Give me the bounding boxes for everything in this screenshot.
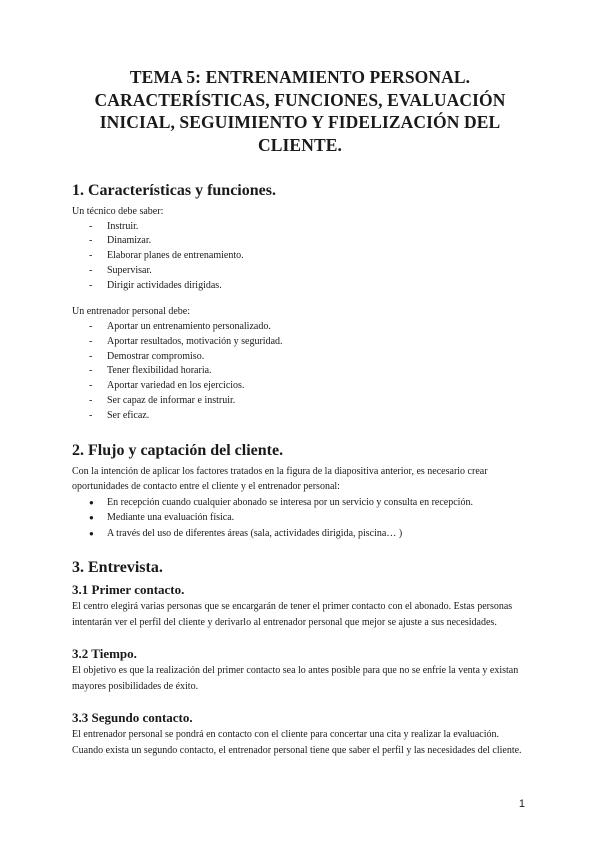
subsection-3-3-text: El entrenador personal se pondrá en contacto con el cliente para concertar una cita y realizar la evaluación. Cuando exista un segundo contacto, el entrenador personal tiene que saber el perfil y las necesidades del cliente.	[72, 729, 522, 756]
document-title: TEMA 5: ENTRENAMIENTO PERSONAL. CARACTERÍSTICAS, FUNCIONES, EVALUACIÓN INICIAL, SEGUIMIENTO Y FIDELIZACIÓN DEL CLIENTE.	[94, 67, 506, 155]
subsection-3-3-heading: 3.3 Segundo contacto.	[72, 710, 193, 726]
page-number: 1	[518, 798, 525, 810]
list-item: ● A través del uso de diferentes áreas (sala, actividades dirigida, piscina… )	[72, 526, 528, 542]
list-item: - Aportar un entrenamiento personalizado.	[72, 320, 528, 335]
entrenador-intro: Un entrenador personal debe:	[72, 306, 191, 318]
section-3-heading: 3. Entrevista.	[72, 559, 163, 577]
list-item: - Supervisar.	[72, 264, 528, 279]
entrenador-list	[72, 320, 528, 424]
list-item: - Demostrar compromiso.	[72, 350, 528, 365]
tecnico-list	[72, 220, 528, 294]
subsection-3-1-text: El centro elegirá varias personas que se encargarán de tener el primer contacto con el abonado. Estas personas intentarán ver el perfil del cliente y derivarlo al entrenador personal que mejor se ajuste a sus necesidades.	[72, 601, 513, 628]
subsection-3-2-heading: 3.2 Tiempo.	[72, 646, 137, 662]
document-page	[72, 66, 528, 758]
subsection-3-2-text: El objetivo es que la realización del primer contacto sea lo antes posible para que no se enfríe la venta y existan mayores posibilidades de éxito.	[72, 665, 519, 692]
tecnico-intro: Un técnico debe saber:	[72, 206, 164, 217]
list-item: - Dirigir actividades dirigidas.	[72, 279, 528, 294]
section-2-intro: Con la intención de aplicar los factores tratados en la figura de la diapositiva anterior, es necesario crear oportunidades de contacto entre el cliente y el entrenador personal:	[72, 465, 488, 493]
list-item: ● Mediante una evaluación física.	[72, 510, 528, 526]
subsection-3-1-heading: 3.1 Primer contacto.	[72, 582, 185, 598]
list-item: - Tener flexibilidad horaria.	[72, 364, 528, 379]
list-item: - Ser eficaz.	[72, 409, 528, 424]
list-item: - Ser capaz de informar e instruir.	[72, 394, 528, 409]
contact-opportunities-list	[72, 495, 528, 542]
list-item: - Dinamizar.	[72, 234, 528, 249]
list-item: - Elaborar planes de entrenamiento.	[72, 249, 528, 264]
list-item: - Aportar variedad en los ejercicios.	[72, 379, 528, 394]
list-item: - Aportar resultados, motivación y seguridad.	[72, 335, 528, 350]
list-item: ● En recepción cuando cualquier abonado se interesa por un servicio y consulta en recepción.	[72, 495, 528, 511]
section-1-heading: 1. Características y funciones.	[72, 182, 276, 199]
section-2-heading: 2. Flujo y captación del cliente.	[72, 441, 284, 459]
list-item: - Instruir.	[72, 220, 528, 235]
